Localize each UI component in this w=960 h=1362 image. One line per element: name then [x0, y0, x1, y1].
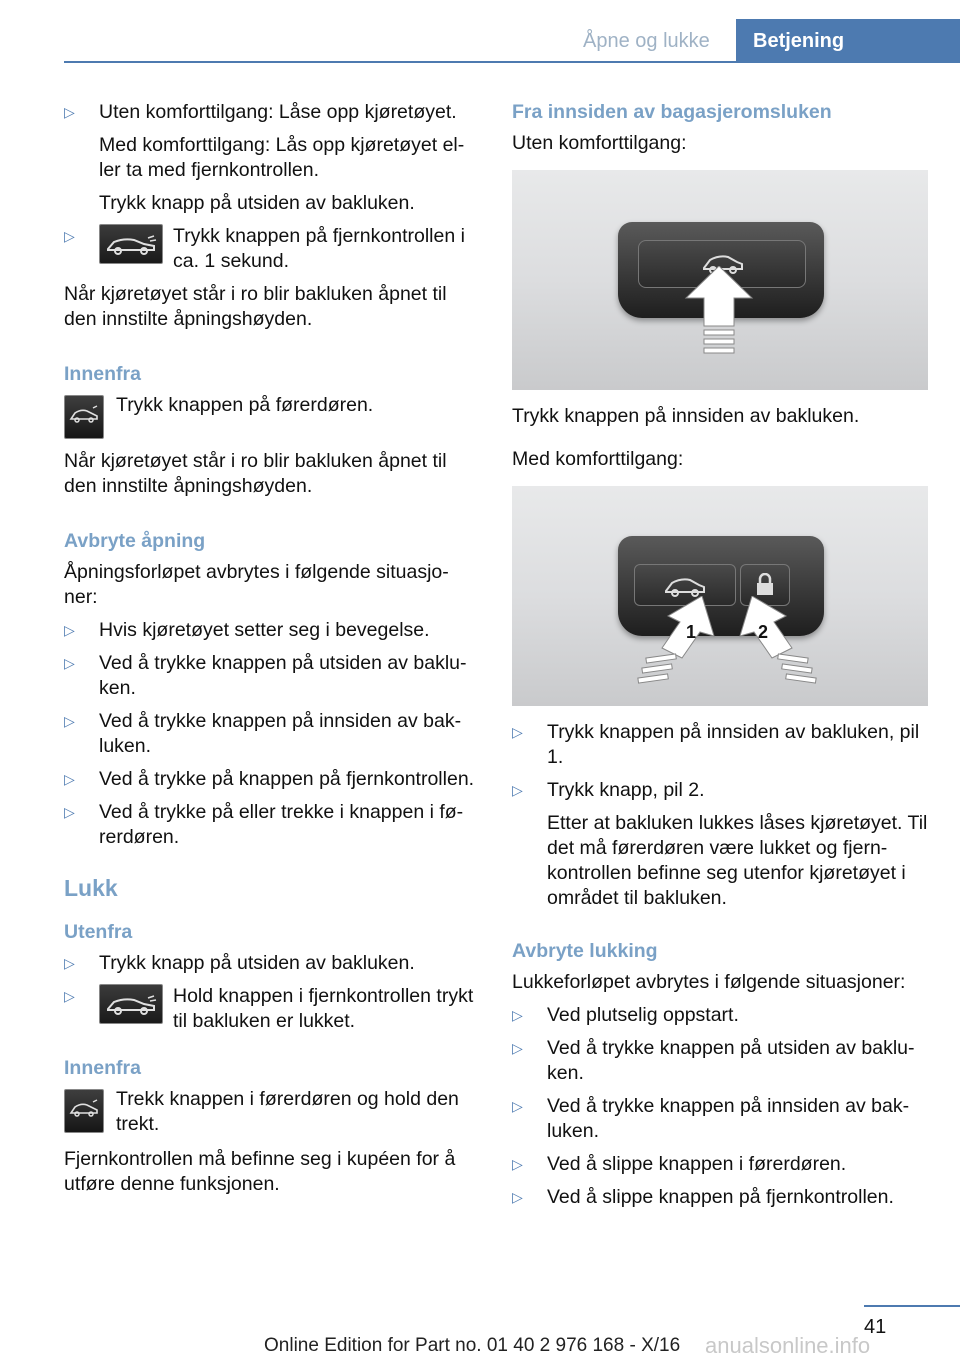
paragraph: Uten komforttilgang:	[512, 132, 687, 154]
list-item-sub: Etter at bakluken lukkes låses kjøretøyet. Til det må førerdøren være lukket og fjern-kontrollen befinne seg utenfor kjøretøyet i området til bakluken.	[547, 812, 928, 909]
lukking-list	[512, 1003, 928, 1210]
triangle-right-icon: ▷	[512, 1189, 523, 1205]
right-column	[512, 100, 928, 1218]
icon-paragraph	[64, 393, 482, 439]
avbryte-list	[64, 618, 482, 850]
triangle-right-icon: ▷	[512, 1156, 523, 1172]
list-item: ▷ Ved å slippe knappen i førerdøren.	[512, 1153, 847, 1175]
list-item-text: Uten komforttilgang: Låse opp kjøretøyet.	[99, 101, 457, 123]
triangle-right-icon: ▷	[64, 804, 75, 820]
caption: Trykk knappen på innsiden av bakluken.	[512, 405, 860, 427]
list-item: ▷ Hvis kjøretøyet setter seg i bevegelse.	[64, 619, 430, 641]
triangle-right-icon: ▷	[512, 1040, 523, 1056]
list-item	[64, 100, 482, 216]
lock-icon	[755, 573, 775, 597]
heading-innenfra: Innenfra	[64, 363, 141, 385]
icon-paragraph: Trekk knappen i førerdøren og hold den trekt.	[64, 1087, 482, 1137]
triangle-right-icon: ▷	[512, 724, 523, 740]
footer-rule	[864, 1305, 960, 1307]
paragraph: Lukkeforløpet avbrytes i følgende situasjoner:	[512, 971, 906, 993]
list-item: ▷ Ved å slippe knappen på fjernkontrollen.	[512, 1186, 894, 1208]
arrow-2-icon	[732, 596, 822, 686]
list-item: ▷ Hold knappen i fjernkontrollen trykt til bakluken er lukket.	[64, 985, 474, 1032]
heading-avbryte-lukking: Avbryte lukking	[512, 940, 658, 962]
paragraph: Åpningsforløpet avbrytes i følgende situasjo-ner:	[64, 561, 449, 608]
photo-trunk-button-single	[512, 170, 928, 390]
list-item: ▷ Ved å trykke på knappen på fjernkontrollen.	[64, 768, 475, 790]
list-item-text: Trykk knappen på fjernkontrollen i ca. 1 sekund.	[173, 225, 465, 272]
list-item: ▷ Ved å trykke knappen på innsiden av bak-luken.	[512, 1095, 910, 1142]
arrow-1-label: 1	[686, 622, 697, 642]
list-item: ▷ Trykk knapp på utsiden av bakluken.	[64, 952, 415, 974]
key-fob-trunk-icon	[99, 984, 163, 1024]
page-header	[0, 0, 960, 62]
section-title: Åpne og lukke	[583, 30, 710, 52]
header-rule	[64, 61, 960, 63]
list-item-sub: Trykk knapp på utsiden av bakluken.	[99, 192, 415, 214]
arrow-1-icon	[632, 596, 722, 686]
triangle-right-icon: ▷	[64, 622, 75, 638]
list-item-sub: Med komforttilgang: Lås opp kjøretøyet el-ler ta med fjernkontrollen.	[99, 134, 465, 181]
heading-lukk: Lukk	[64, 875, 118, 901]
chapter-tab[interactable]: Betjening	[736, 19, 960, 62]
arrow-icon	[684, 266, 754, 356]
watermark: anualsonline.info	[705, 1333, 871, 1358]
triangle-right-icon: ▷	[64, 104, 75, 120]
list-item: ▷ Trykk knappen på innsiden av bakluken, pil 1.	[512, 721, 920, 768]
heading-avbryte: Avbryte åpning	[64, 530, 206, 552]
paragraph: Når kjøretøyet står i ro blir bakluken åpnet til den innstilte åpningshøyden.	[64, 450, 447, 497]
list-item: ▷ Ved å trykke på eller trekke i knappen i fø-rerdøren.	[64, 801, 464, 848]
door-trunk-button-icon	[64, 1089, 104, 1133]
left-column	[64, 100, 482, 1205]
triangle-right-icon: ▷	[64, 655, 75, 671]
list-item: ▷ Ved å trykke knappen på utsiden av baklu-ken.	[512, 1037, 915, 1084]
page-number: 41	[864, 1316, 887, 1338]
heading-innenfra-2: Innenfra	[64, 1057, 141, 1079]
key-fob-trunk-icon	[99, 224, 163, 264]
paragraph: Med komforttilgang:	[512, 448, 684, 470]
list-item: ▷ Trykk knapp, pil 2. Etter at bakluken lukkes låses kjøretøyet. Til det må førerdøren være lukket og fjern-kontrollen befinne seg utenfor kjøretøyet i området til bakluken.	[512, 779, 928, 909]
triangle-right-icon: ▷	[64, 713, 75, 729]
heading-fra-innsiden: Fra innsiden av bagasjeromsluken	[512, 101, 832, 123]
list-item: ▷ Ved plutselig oppstart.	[512, 1004, 739, 1026]
triangle-right-icon: ▷	[512, 1007, 523, 1023]
heading-utenfra: Utenfra	[64, 921, 133, 943]
triangle-right-icon: ▷	[512, 1098, 523, 1114]
arrow-2-label: 2	[758, 622, 769, 642]
paragraph-text: Trykk knappen på førerdøren.	[116, 394, 374, 416]
triangle-right-icon: ▷	[512, 782, 523, 798]
triangle-right-icon: ▷	[64, 955, 75, 971]
triangle-right-icon: ▷	[64, 771, 75, 787]
list-item	[64, 224, 482, 274]
list-item: ▷ Ved å trykke knappen på utsiden av baklu-ken.	[64, 652, 467, 699]
list-item: ▷ Ved å trykke knappen på innsiden av bak-luken.	[64, 710, 462, 757]
paragraph: Når kjøretøyet står i ro blir bakluken åpnet til den innstilte åpningshøyden.	[64, 283, 447, 330]
triangle-right-icon: ▷	[64, 988, 75, 1004]
photo-trunk-buttons-double	[512, 486, 928, 706]
edition-text: Online Edition for Part no. 01 40 2 976 168 - X/16	[264, 1335, 681, 1356]
paragraph: Fjernkontrollen må befinne seg i kupéen for å utføre denne funksjonen.	[64, 1148, 456, 1195]
door-trunk-button-icon	[64, 395, 104, 439]
triangle-right-icon: ▷	[64, 228, 75, 244]
